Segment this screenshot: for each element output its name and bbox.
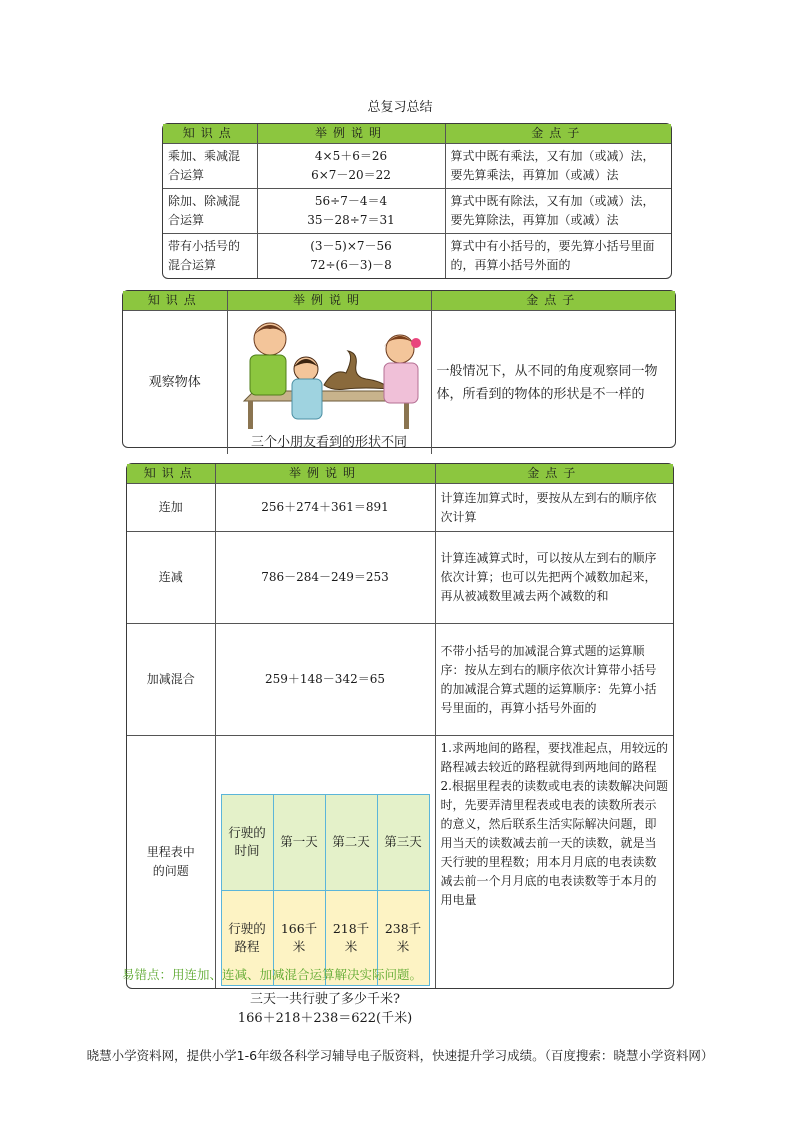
table-row xyxy=(127,624,673,736)
page-title: 总复习总结 xyxy=(367,100,433,115)
footer-text: 晓慧小学资料网，提供小学1-6年级各科学习辅导电子版资料，快速提升学习成绩。（百度搜索：晓慧小学资料网） xyxy=(86,1048,714,1063)
example-cell: 786－284－249＝253 xyxy=(215,532,435,624)
error-prone-note: 易错点：用连加、连减、加减混合运算解决实际问题。 xyxy=(122,967,423,982)
word-problem-answer: 166＋218＋238＝622(千米) xyxy=(237,1011,413,1026)
header-example: 举例说明 xyxy=(227,291,431,311)
mini-row-cell: 166千米 xyxy=(273,890,325,986)
example-line: 4×5＋6＝26 xyxy=(314,149,388,163)
header-tip: 金点子 xyxy=(445,124,671,144)
example-cell: 259＋148－342＝65 xyxy=(215,624,435,736)
table-mixed-operations xyxy=(162,123,672,279)
mini-row-cell: 行驶的路程 xyxy=(221,890,273,986)
mini-row-cell: 238千米 xyxy=(377,890,429,986)
header-topic: 知识点 xyxy=(163,124,257,144)
example-cell xyxy=(257,189,445,234)
example-line: 72÷(6－3)－8 xyxy=(310,258,392,272)
example-line: (3－5)×7－56 xyxy=(310,239,392,253)
table-row xyxy=(127,484,673,532)
header-topic: 知识点 xyxy=(127,464,215,484)
illustration-cell xyxy=(227,311,431,455)
table-observe-objects xyxy=(122,290,676,448)
header-tip: 金点子 xyxy=(435,464,673,484)
table-addition-subtraction xyxy=(126,463,674,1026)
mini-row-cell: 218千米 xyxy=(325,890,377,986)
header-example: 举例说明 xyxy=(257,124,445,144)
topic-cell: 连加 xyxy=(127,484,215,532)
mini-header-cell: 第二天 xyxy=(325,795,377,891)
children-observing-illustration xyxy=(234,313,424,431)
topic-cell: 除加、除减混合运算 xyxy=(163,189,257,234)
topic-cell: 里程表中的问题 xyxy=(127,736,215,989)
mileage-table xyxy=(221,794,430,986)
table-row xyxy=(163,189,671,234)
mini-header-cell: 第一天 xyxy=(273,795,325,891)
mini-header-cell: 行驶的时间 xyxy=(221,795,273,891)
tip-cell: 算式中既有除法，又有加（或减）法，要先算除法，再算加（或减）法 xyxy=(445,189,671,234)
example-cell xyxy=(215,736,435,1026)
topic-cell: 观察物体 xyxy=(123,311,227,455)
header-topic: 知识点 xyxy=(123,291,227,311)
illustration-caption: 三个小朋友看到的形状不同 xyxy=(250,435,407,450)
example-cell: 256＋274＋361＝891 xyxy=(215,484,435,532)
header-example: 举例说明 xyxy=(215,464,435,484)
tip-cell xyxy=(435,736,673,989)
topic-cell: 加减混合 xyxy=(127,624,215,736)
example-line: 6×7－20＝22 xyxy=(311,168,391,182)
topic-cell: 连减 xyxy=(127,532,215,624)
topic-cell: 乘加、乘减混合运算 xyxy=(163,144,257,189)
tip-cell: 不带小括号的加减混合算式题的运算顺序：按从左到右的顺序依次计算带小括号的加减混合算式题的运算顺序：先算小括号里面的，再算小括号外面的 xyxy=(435,624,673,736)
tip-cell: 计算连减算式时，可以按从左到右的顺序依次计算；也可以先把两个减数加起来，再从被减数里减去两个减数的和 xyxy=(435,532,673,624)
tip-cell: 算式中有小括号的，要先算小括号里面的，再算小括号外面的 xyxy=(445,234,671,279)
tip-cell: 计算连加算式时，要按从左到右的顺序依次计算 xyxy=(435,484,673,532)
example-cell xyxy=(257,234,445,279)
tip-cell: 一般情况下，从不同的角度观察同一物体，所看到的物体的形状是不一样的 xyxy=(431,311,675,455)
table-row xyxy=(127,736,673,989)
word-problem-question: 三天一共行驶了多少千米? xyxy=(250,992,400,1007)
example-line: 35－28÷7＝31 xyxy=(307,213,395,227)
tip-cell: 算式中既有乘法，又有加（或减）法，要先算乘法，再算加（或减）法 xyxy=(445,144,671,189)
table-row xyxy=(163,234,671,279)
tip-point: 1.求两地间的路程，要找准起点，用较远的路程减去较近的路程就得到两地间的路程 xyxy=(440,741,668,774)
topic-cell: 带有小括号的混合运算 xyxy=(163,234,257,279)
header-tip: 金点子 xyxy=(431,291,675,311)
table-row xyxy=(163,144,671,189)
table-row xyxy=(123,311,675,455)
tip-point: 2.根据里程表的读数或电表的读数解决问题时，先要弄清里程表或电表的读数所表示的意义，然后联系生活实际解决问题，即用当天的读数减去前一天的读数，就是当天行驶的里程数；用本月月底的电表读数减去前一个月月底的电表读数等于本月的用电量 xyxy=(440,779,668,907)
mini-header-cell: 第三天 xyxy=(377,795,429,891)
example-line: 56÷7－4＝4 xyxy=(314,194,388,208)
example-cell xyxy=(257,144,445,189)
table-row xyxy=(127,532,673,624)
